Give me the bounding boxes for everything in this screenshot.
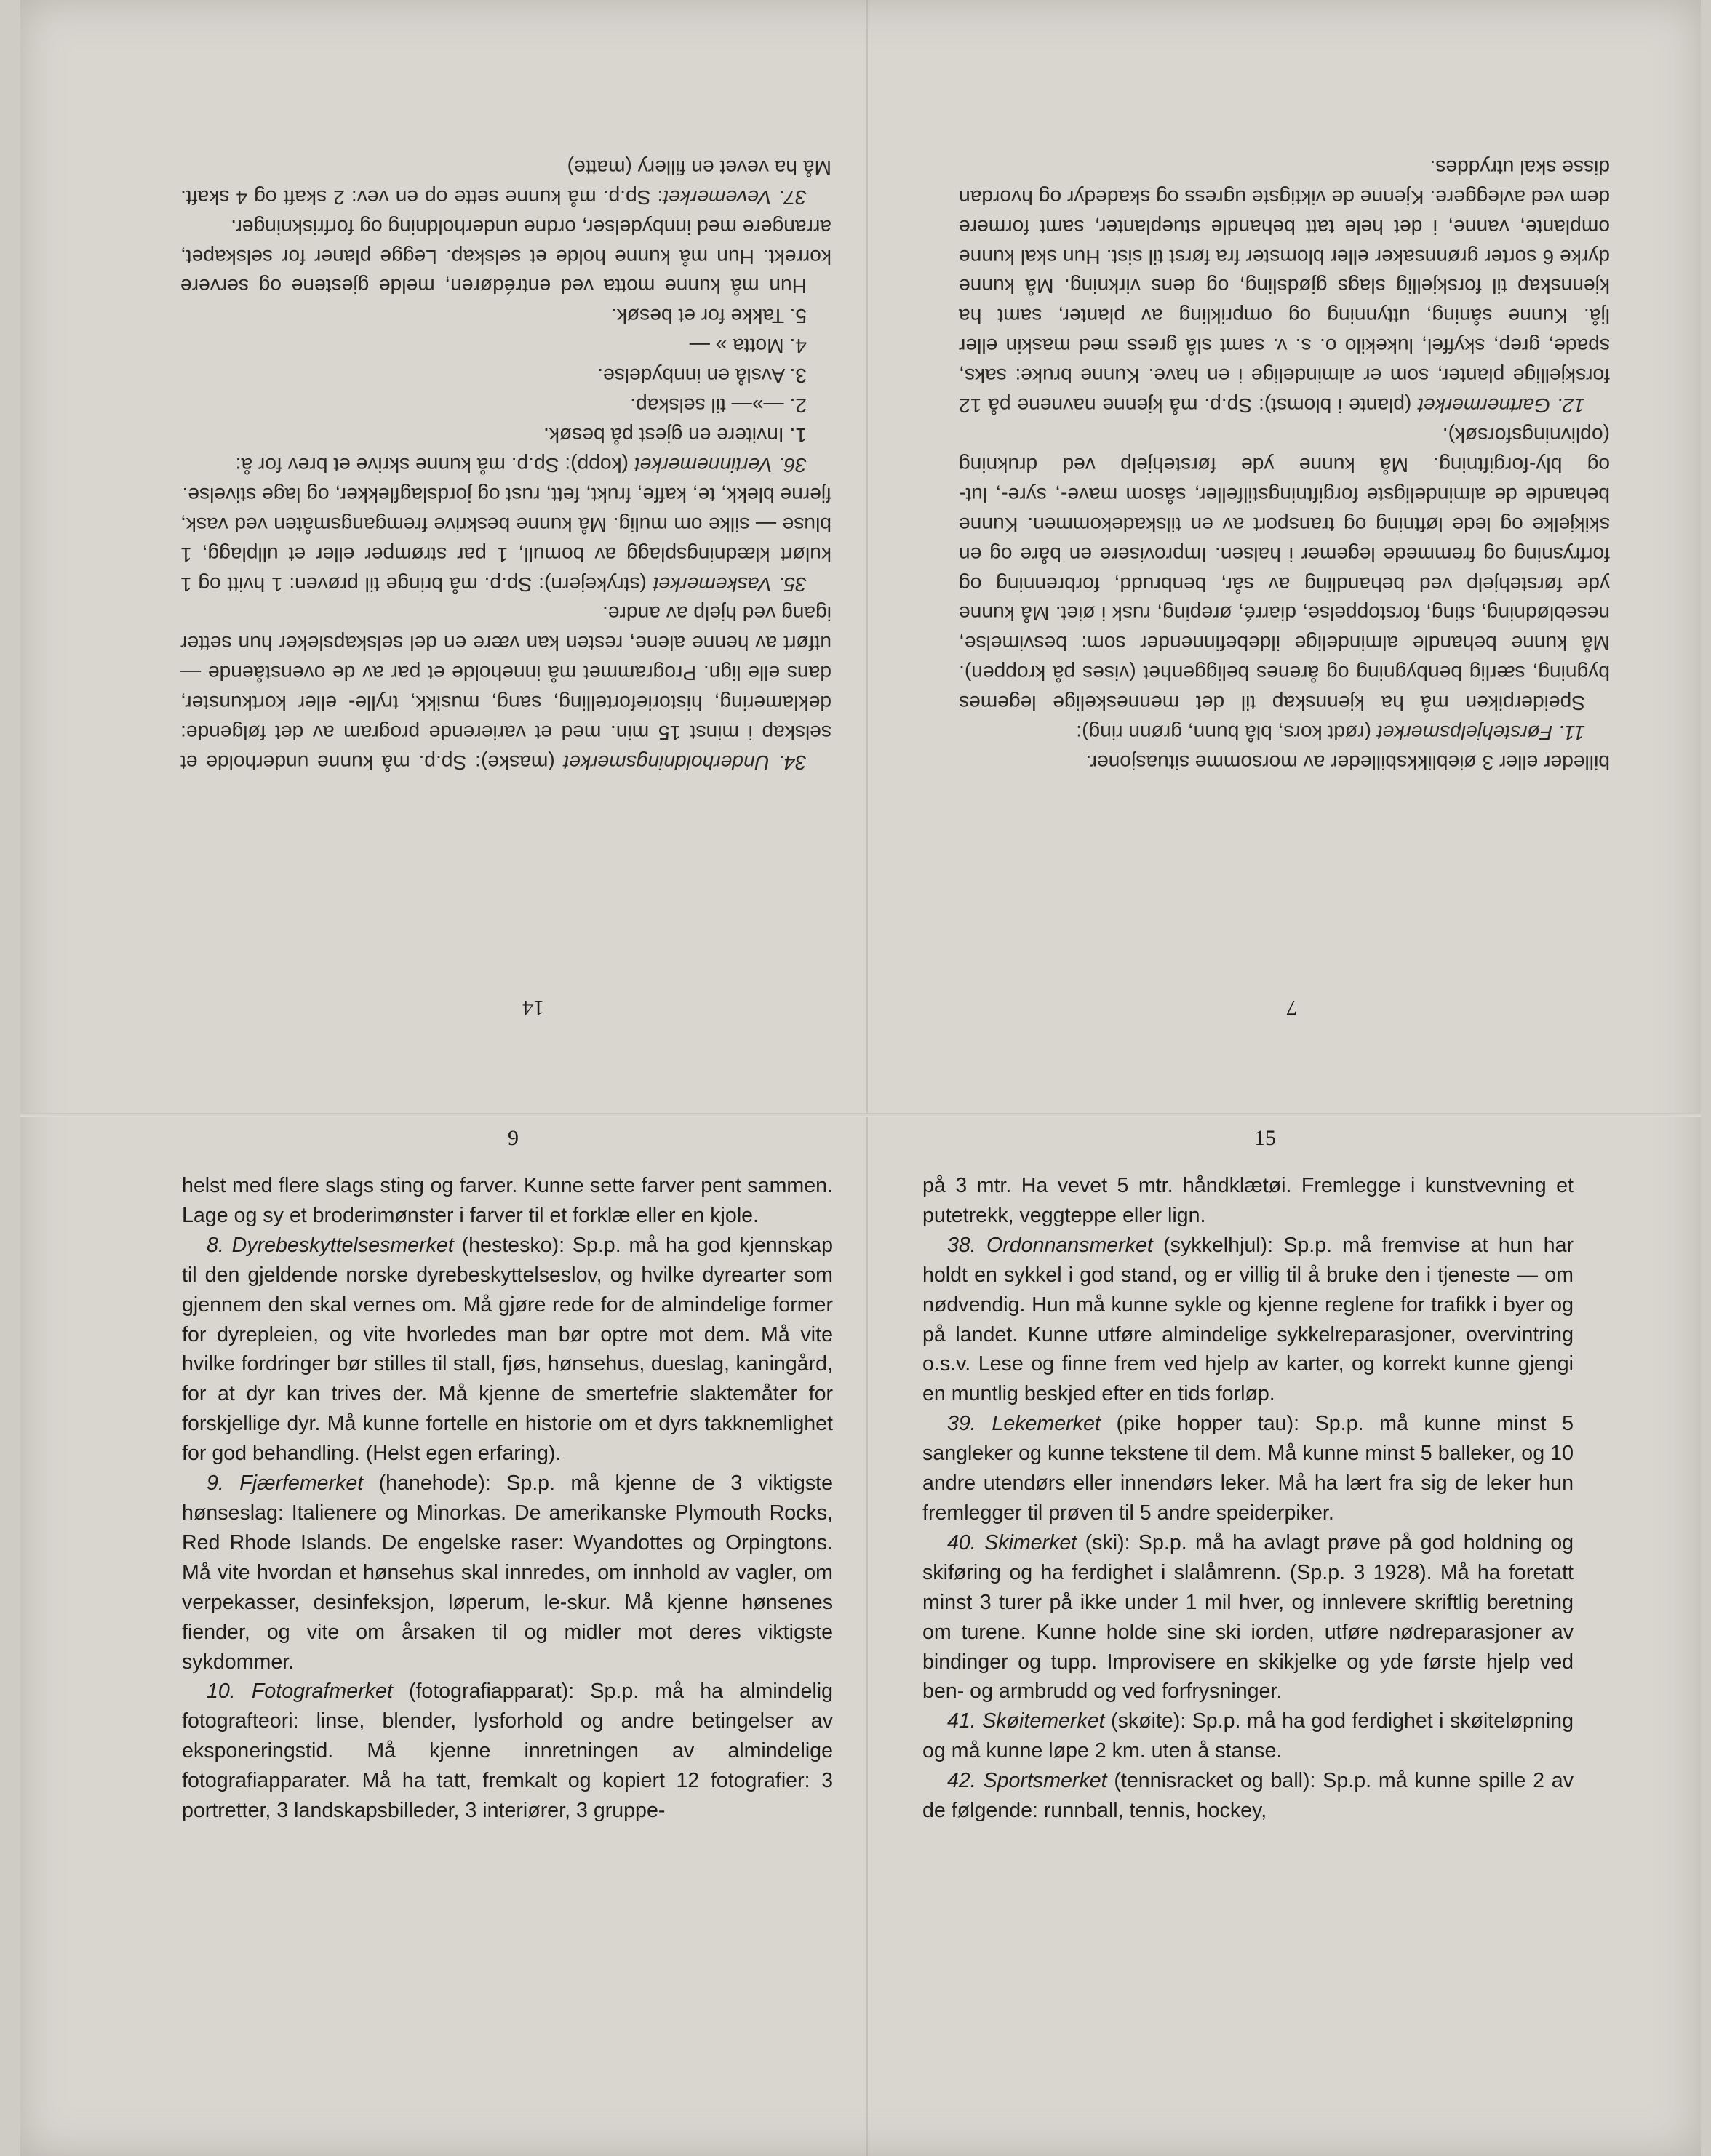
badge-text: : Sp.p. må kunne sette op en vev: 2 skaft og 4 skaft. Må ha vevet en fillery (matte) [180, 156, 831, 209]
upper-paragraph: Hun må kunne motta ved entrédøren, melde gjestene og servere korrekt. Hun må kunne holde et selskap. Legge planer for selskapet, arrangere med innbydelser, ordne underholdning og forfriskninger. [180, 215, 831, 299]
badge-title: 9. Fjærfemerket [207, 1472, 364, 1496]
badge-text: (ski): Sp.p. må ha avlagt prøve på god holdning og skiføring og ha ferdighet i slalåmrenn. (Sp.p. 3 1928). Må ha foretatt minst 3 turer på ikke under 1 mil hver, og innlevere skriftlig beretning om turene. Kunne holde sine ski iorden, utføre nødreparasjoner av bindinger og tupp. Improvisere en skikjelke og yde første hjelp ved ben- og armbrudd og ved forfrysninger. [922, 1530, 1574, 1704]
upper-right-page-text [180, 153, 831, 778]
paragraph [182, 1469, 833, 1677]
badge-title: 8. Dyrebeskyttelsesmerket [207, 1233, 454, 1257]
list-item: 2. —»— til selskap. [630, 394, 807, 418]
badge-text: (rødt kors, blå bunn, grønn ring): [1076, 722, 1377, 746]
badge-text: (hestesko): Sp.p. må ha god kjennskap til den gjeldende norske dyrebeskyttelseslov, og hvilke dyrearter som gjennem den skal vernes om. Må gjøre rede for de almindelige former for dyrepleien, og vite hvorledes man bør optre mot dem. Må vite hvilke fordringer bør stilles til stall, fjøs, hønsehus, dueslag, kaningård, for at dyr kan trives der. Må kjenne de smertefrie slaktemåter for forskjellige dyr. Må kunne fortelle en historie om et dyrs takknemlighet for god behandling. (Helst egen erfaring). [182, 1233, 833, 1466]
badge-title: 39. Lekemerket [947, 1412, 1101, 1436]
badge-title: 42. Sportsmerket [947, 1769, 1107, 1793]
upper-left-page-number: 7 [1286, 996, 1297, 1020]
paragraph [922, 1706, 1574, 1766]
page-number-right: 15 [1254, 1126, 1276, 1150]
badge-title: 11. Førstehjelpsmerket [1376, 722, 1585, 746]
right-page-column [922, 1171, 1574, 1826]
page-number-left: 9 [508, 1126, 519, 1150]
paragraph: helst med flere slags sting og farver. Kunne sette farver pent sammen. Lage og sy et broderimønster i farver til et forklæ eller en kjole. [182, 1174, 833, 1227]
badge-title: 34. Underholdningsmerket [563, 751, 807, 775]
badge-text: (kopp): Sp.p. må kunne skrive et brev for å: [235, 453, 634, 477]
page-spine [866, 0, 868, 2156]
paragraph [182, 1677, 833, 1826]
badge-title: 41. Skøitemerket [947, 1709, 1105, 1733]
badge-text: (plante i blomst): Sp.p. må kjenne navnene på 12 forskjellige planter, som er almindelige i en have. Kunne bruke: saks, spade, grep, skyffel, lukekilo o. s. v. samt slå gress med maskin eller ljå. Kunne såning, uttynning og omprikling av planter, samt ha kjennskap til forskjellig slags gjødsling, og dens virkning. Må kunne dyrke 6 sorter grønnsaker eller blomster fra først til sist. Hun skal kunne omplante, vanne, i det hele tatt behandle stueplanter, samt formere dem ved avleggere. Kjenne de viktigste ugress og skadedyr og hvordan disse skal utryddes. [959, 156, 1610, 418]
badge-text: (strykejern): Sp.p. må bringe til prøven: 1 hvitt og 1 kulørt klædningsplagg av bomull, 1 par strømper eller et ullplagg, 1 bluse — silke om mulig. Må kunne beskrive fremgangsmåten ved vask, fjerne blekk, te, kaffe, frukt, fett, rust og jordslagflekker, og lage stivelse. [180, 483, 831, 596]
upper-paragraph [959, 153, 1610, 420]
list-item: 3. Avslå en innbydelse. [597, 364, 807, 388]
page-fold [20, 1113, 1701, 1117]
badge-text: (tennisracket og ball): Sp.p. må kunne spille 2 av de følgende: runnball, tennis, hockey, [922, 1769, 1574, 1823]
paragraph [922, 1409, 1574, 1528]
badge-title: 37. Vevemerket [663, 185, 807, 209]
upper-paragraph [180, 599, 831, 778]
badge-title: 12. Gartnermerket [1418, 394, 1585, 418]
list-item: 4. Motta » — [689, 335, 807, 359]
paragraph [922, 1528, 1574, 1706]
badge-title: 36. Vertinnemerket [634, 453, 807, 477]
badge-text: (pike hopper tau): Sp.p. må kunne minst 5 sangleker og kunne tekstene til dem. Må kunne minst 5 balleker, og 10 andre utendørs eller innendørs leker. Må ha lært fra sig de leker hun fremlegger til prøven til 5 andre speiderpiker. [922, 1412, 1574, 1525]
badge-text: (hanehode): Sp.p. må kjenne de 3 viktigste hønseslag: Italienere og Minorkas. De amerikanske Plymouth Rocks, Red Rhode Islands. De engelske raser: Wyandottes og Orpingtons. Må vite hvordan et hønsehus skal innredes, om innhold av vagler, om verpekasser, desinfeksjon, løperum, le-skur. Må kjenne hønsenes fiender, og vite om årsaken til og midler mot deres viktigste sykdommer. [182, 1472, 833, 1674]
left-page-column [182, 1171, 833, 1826]
badge-title: 40. Skimerket [947, 1530, 1077, 1554]
badge-text: (maske): Sp.p. må kunne underholde et selskap i minst 15 min. med et varierende program av det følgende: deklamering, historiefortelling, sang, musikk, tryllе- eller kortkunster, dans elle lign. Programmet må inneholde et par av de ovenstående — utført av henne alene, resten kan være en del selskapsleker hun setter igang ved hjelp av andre. [180, 602, 831, 775]
upper-paragraph [180, 153, 831, 212]
badge-text: (sykkelhjul): Sp.p. må fremvise at hun har holdt en sykkel i god stand, og er villig til å bruke den i tjeneste — om nødvendig. Hun må kunne sykle og kjenne reglene for trafikk i byer og på landet. Kunne utføre almindelige sykkelreparasjoner, overvintring o.s.v. Lese og finne frem ved hjelp av karter, og korrekt kunne gjengi en muntlig beskjed efter en tids forløp. [922, 1233, 1574, 1406]
paragraph [922, 1231, 1574, 1409]
badge-title: 38. Ordonnansmerket [947, 1233, 1153, 1257]
upper-left-page-text [959, 153, 1610, 778]
list-item: 5. Takke for et besøk. [611, 305, 807, 329]
badge-title: 10. Fotografmerket [207, 1680, 393, 1704]
badge-text: (skøite): Sp.p. må ha god ferdighet i skøiteløpning og må kunne løpe 2 km. uten å stanse. [922, 1709, 1574, 1763]
document-sheet [20, 0, 1701, 2156]
paragraph [182, 1231, 833, 1469]
upper-paragraph: billeder eller 3 øieblikksbilleder av morsomme situasjoner. [1085, 751, 1610, 775]
upper-paragraph: Speiderpiken må ha kjennskap til det menneskelige legemes bygning, særlig benbygning og årenes beliggenhet (vises på kroppen). Må kunne behandle almindelige ildebefinnender som: besvimelse, neseblødning, sting, forstoppelse, diarré, øreping, rusk i øiet. Må kunne yde førstehjelp ved behandling av sår, benbrudd, forbrenning og forfrysning og fremmede legemer i halsen. Improvisere en båre og en skikjelke og lede løftning og transport av en tilskadekommen. Kunne behandle de almindeligste forgiftningstilfeller, såsom mave-, syre-, lut- og bly-forgiftning. Må kunne yde førstehjelp ved drukning (oplivningsforsøk). [959, 424, 1610, 716]
paragraph [922, 1766, 1574, 1826]
badge-title: 35. Vaskemerket [653, 572, 807, 596]
badge-text: (fotografiapparat): Sp.p. må ha almindelig fotografteori: linse, blender, lysforhold og andre betingelser av eksponeringstid. Må kjenne innretningen av almindelige fotografiapparater. Må ha tatt, fremkalt og kopiert 12 fotografier: 3 portretter, 3 landskapsbilleder, 3 interiører, 3 gruppe- [182, 1680, 833, 1823]
paragraph: på 3 mtr. Ha vevet 5 mtr. håndklætøi. Fremlegge i kunstvevning et putetrekk, veggteppe eller lign. [922, 1174, 1574, 1227]
upper-paragraph [180, 480, 831, 599]
list-item: 1. Invitere en gjest på besøk. [543, 424, 807, 448]
upper-right-page-number: 14 [522, 996, 544, 1020]
upper-paragraph [959, 718, 1610, 748]
upper-paragraph [180, 450, 831, 480]
